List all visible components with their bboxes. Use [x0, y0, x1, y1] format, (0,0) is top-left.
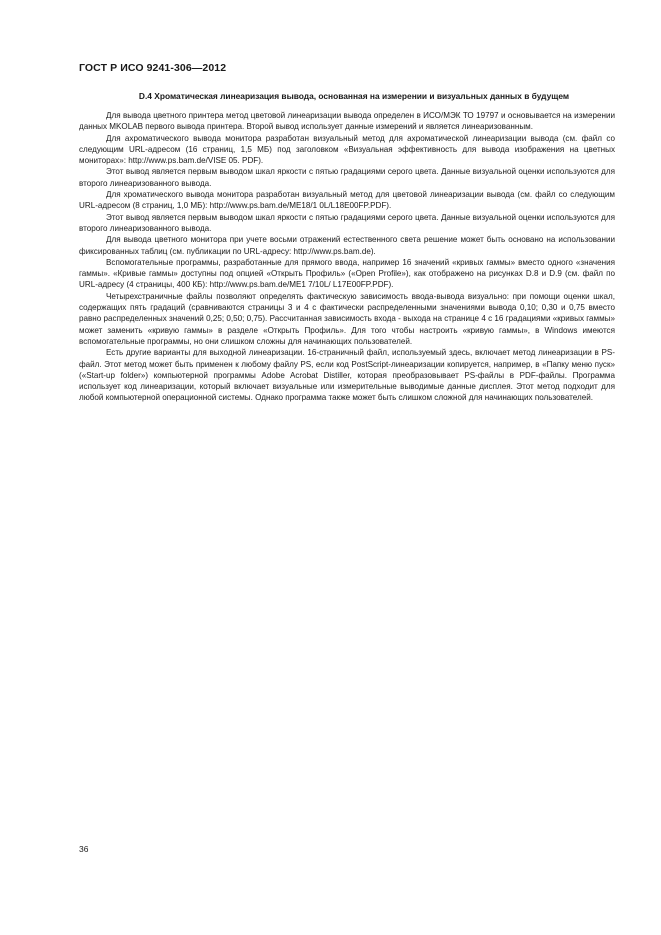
document-header: ГОСТ Р ИСО 9241-306—2012: [79, 62, 227, 74]
paragraph-8: Четырехстраничные файлы позволяют определять фактическую зависимость ввода-вывода визуально: при помощи оценки шкал, содержащих пять градаций (сравниваются страницы 3 и 4 с фактически распределенными значениями вывода 0,10; 0,30 и 0,75 вместо равно распределенных значений 0,25; 0,50; 0,75). Рассчитанная зависимость входа - выхода на странице 4 с 16 градациями «кривых гаммы» может заменить «кривую гаммы» в разделе «Открыть Профиль». Для того чтобы настроить «кривую гаммы», в Windows имеются вспомогательные программы, но они слишком сложны для начинающих пользователей.: [79, 291, 615, 346]
paragraph-3: Этот вывод является первым выводом шкал яркости с пятью градациями серого цвета. Данные визуальной оценки используются для второго линеаризованного вывода.: [79, 167, 615, 188]
section-title: D.4 Хроматическая линеаризация вывода, основанная на измерении и визуальных данных в будущем: [138, 91, 570, 101]
paragraph-9: Есть другие варианты для выходной линеаризации. 16-страничный файл, используемый здесь, включает метод линеаризации в PS-файл. Этот метод может быть применен к любому файлу PS, если код PostScript-линеаризации копируется, например, в «Папку меню пуск» («Start-up folder») компьютерной программы Adobe Acrobat Distiller, которая преобразовывает PS-файлы в PDF-файлы. Программа использует код линеаризации, который включает визуальные или измерительные выводимые данные дисплея. Этот метод подходит для любой компьютерной операционной системы. Однако программа также может быть слишком сложной для начинающих пользователей.: [79, 348, 615, 403]
page-number: 36: [79, 844, 89, 854]
paragraph-5: Этот вывод является первым выводом шкал яркости с пятью градациями серого цвета. Данные визуальной оценки используются для второго линеаризованного вывода.: [79, 212, 615, 233]
page-content: [79, 91, 615, 404]
paragraph-1: Для вывода цветного принтера метод цветовой линеаризации вывода определен в ИСО/МЭК ТО 19797 и основывается на измерении данных MKOLAB первого вывода принтера. Второй вывод использует данные измерений и является линеаризованным.: [79, 111, 615, 132]
paragraph-6: Для вывода цветного монитора при учете восьми отражений естественного света решение может быть основано на использовании фиксированных таблиц (см. публикации по URL-адресу: http://www.ps.bam.de).: [79, 235, 615, 256]
paragraph-2: Для ахроматического вывода монитора разработан визуальный метод для ахроматической линеаризации вывода (см. файл со следующим URL-адресом (16 страниц, 1,5 МБ) под заголовком «Визуальная эффективность для вывода изображения на цветных мониторах»: http://www.ps.bam.de/VISE 05. PDF).: [79, 133, 615, 166]
paragraph-7: Вспомогательные программы, разработанные для прямого ввода, например 16 значений «кривых гаммы» вместо одного «значения гаммы». «Кривые гаммы» доступны под опцией «Открыть Профиль» («Open Profile»), как отображено на рисунках D.8 и D.9 (см. файл по URL-адресу (4 страницы, 400 КБ): http://www.ps.bam.de/ME1 7/10L/ L17E00FP.PDF).: [79, 257, 615, 290]
paragraph-4: Для хроматического вывода монитора разработан визуальный метод для цветовой линеаризации вывода (см. файл со следующим URL-адресом (8 страниц, 1,0 МБ): http://www.ps.bam.de/ME18/1 0L/L18E00FP.PDF).: [79, 190, 615, 211]
